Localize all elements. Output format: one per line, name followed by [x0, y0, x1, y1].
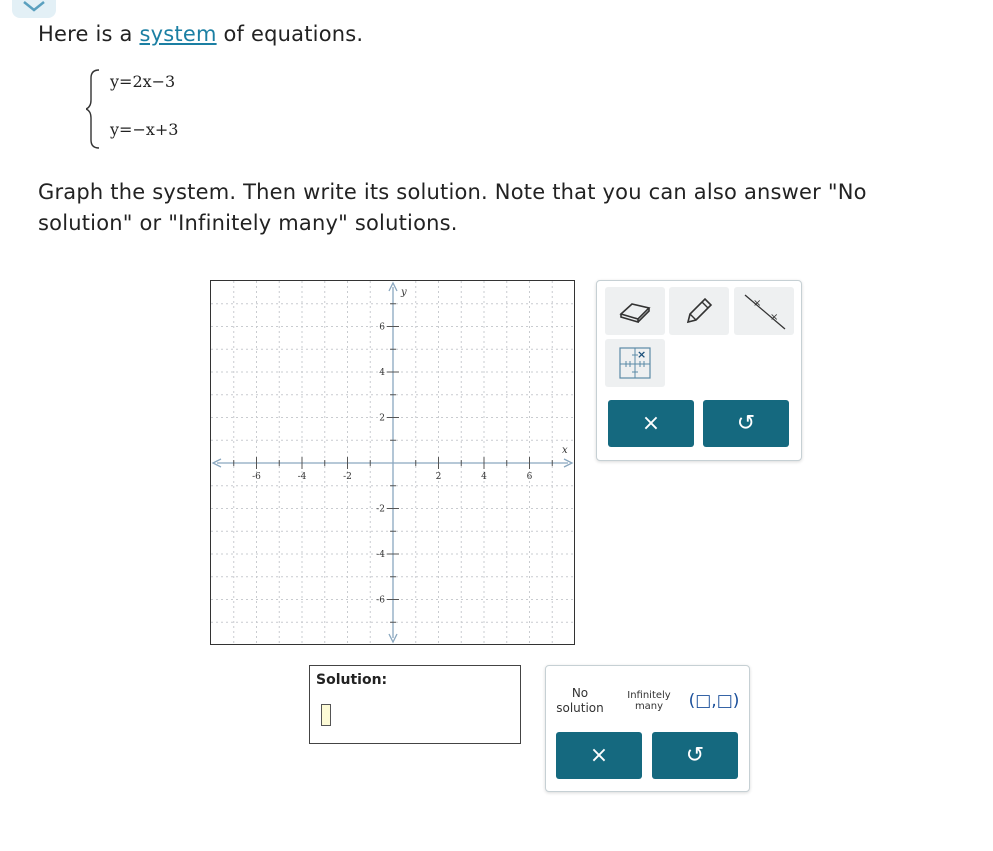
infinitely-many-button[interactable]	[618, 676, 680, 726]
graph-undo-button[interactable]: ↺	[703, 400, 789, 447]
coordinate-plane[interactable]	[211, 281, 574, 644]
y-tick-label: -2	[376, 504, 385, 515]
intro-text	[38, 22, 363, 46]
line-icon	[739, 291, 789, 331]
y-tick-label: -6	[376, 595, 385, 606]
pencil-icon	[682, 294, 716, 328]
point-tool-button[interactable]	[605, 339, 665, 387]
solution-label: Solution:	[316, 672, 388, 688]
svg-text:×: ×	[753, 298, 762, 309]
equation-2: y=−x+3	[110, 120, 179, 139]
line-tool-button[interactable]	[734, 287, 794, 335]
y-axis-label: y	[401, 287, 407, 298]
ordered-pair-button[interactable]	[684, 676, 744, 726]
no-solution-button[interactable]	[550, 676, 610, 726]
ordered-pair-label: (□,□)	[688, 691, 740, 711]
equation-1: y=2x−3	[110, 72, 176, 91]
solution-box[interactable]	[309, 665, 521, 744]
x-tick-label: 6	[526, 472, 533, 482]
no-solution-line1: No	[571, 686, 589, 700]
question-prompt: Graph the system. Then write its solution. Note that you can also answer "No solution" or "Infinitely many" solutions.	[38, 180, 867, 235]
x-tick-label: 2	[435, 472, 442, 482]
graph-clear-button[interactable]: ×	[608, 400, 694, 447]
answer-clear-button[interactable]: ×	[556, 732, 642, 779]
infinitely-line2: many	[634, 701, 664, 712]
infinitely-line1: Infinitely	[627, 690, 671, 701]
pencil-tool-button[interactable]	[669, 287, 729, 335]
answer-undo-button[interactable]: ↺	[652, 732, 738, 779]
graph-tool-panel	[596, 280, 802, 461]
no-solution-line2: solution	[556, 701, 604, 715]
x-tick-label: -6	[252, 472, 261, 482]
y-tick-label: 2	[379, 413, 385, 424]
y-tick-label: 6	[379, 322, 385, 333]
answer-panel	[545, 665, 750, 792]
eraser-icon	[618, 299, 652, 323]
collapse-tab[interactable]	[12, 0, 56, 18]
answer-input-caret[interactable]	[321, 704, 331, 726]
x-tick-label: -2	[343, 472, 352, 482]
intro-before: Here is a	[38, 22, 140, 46]
y-tick-label: 4	[379, 368, 385, 378]
chevron-down-icon	[19, 0, 49, 14]
x-tick-label: 4	[481, 472, 487, 482]
svg-text:×: ×	[770, 312, 779, 323]
system-link[interactable]: system	[139, 22, 217, 46]
eraser-tool-button[interactable]	[605, 287, 665, 335]
x-axis-label: x	[562, 445, 568, 456]
y-tick-label: -4	[376, 550, 385, 560]
graph-area[interactable]	[210, 280, 575, 645]
intro-after: of equations.	[216, 22, 364, 46]
x-tick-label: -4	[297, 472, 307, 482]
svg-text:×: ×	[637, 348, 647, 361]
point-icon	[618, 346, 652, 380]
